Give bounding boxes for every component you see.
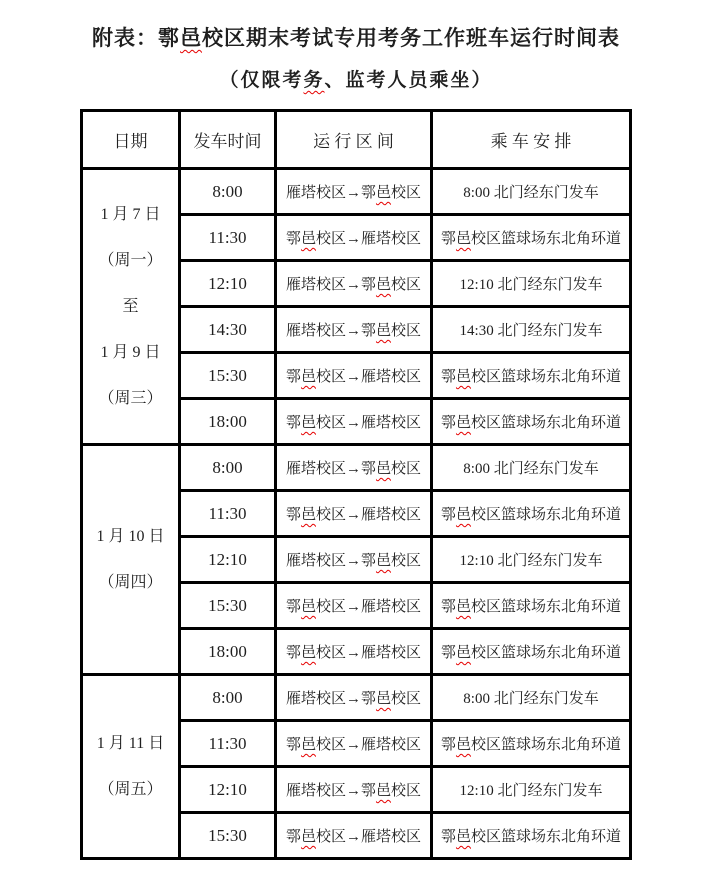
date-line: 1 月 10 日 (96, 527, 165, 545)
col-header-date: 日期 (82, 111, 180, 169)
time-cell: 12:10 (180, 767, 276, 813)
time-cell: 8:00 (180, 445, 276, 491)
schedule-row (82, 675, 631, 721)
time-cell: 14:30 (180, 307, 276, 353)
date-cell-group3 (82, 675, 180, 859)
route-cell: 雁塔校区→鄠邑校区 (276, 169, 432, 215)
arrangement-cell: 鄠邑校区篮球场东北角环道 (432, 629, 631, 675)
route-cell: 鄠邑校区→雁塔校区 (276, 629, 432, 675)
schedule-row (82, 445, 631, 491)
time-cell: 11:30 (180, 491, 276, 537)
arrangement-cell: 鄠邑校区篮球场东北角环道 (432, 399, 631, 445)
time-cell: 11:30 (180, 215, 276, 261)
route-cell: 鄠邑校区→雁塔校区 (276, 583, 432, 629)
time-cell: 15:30 (180, 583, 276, 629)
arrangement-cell: 8:00 北门经东门发车 (432, 445, 631, 491)
date-cell-group1 (82, 169, 180, 445)
time-cell: 8:00 (180, 675, 276, 721)
route-cell: 雁塔校区→鄠邑校区 (276, 537, 432, 583)
time-cell: 11:30 (180, 721, 276, 767)
route-cell: 鄠邑校区→雁塔校区 (276, 353, 432, 399)
time-cell: 12:10 (180, 261, 276, 307)
date-line: （周三） (98, 389, 163, 407)
arrangement-cell: 12:10 北门经东门发车 (432, 537, 631, 583)
date-line: 1 月 11 日 (96, 734, 165, 752)
arrangement-cell: 鄠邑校区篮球场东北角环道 (432, 721, 631, 767)
arrangement-cell: 鄠邑校区篮球场东北角环道 (432, 215, 631, 261)
arrangement-cell: 鄠邑校区篮球场东北角环道 (432, 491, 631, 537)
time-cell: 8:00 (180, 169, 276, 215)
col-header-departure-time: 发车时间 (180, 111, 276, 169)
schedule-table (80, 109, 632, 860)
time-cell: 18:00 (180, 399, 276, 445)
page-subtitle: （仅限考务、监考人员乘坐） (219, 70, 493, 91)
date-line: 至 (122, 297, 139, 315)
col-header-route: 运 行 区 间 (276, 111, 432, 169)
arrangement-cell: 14:30 北门经东门发车 (432, 307, 631, 353)
col-header-arrangement: 乘 车 安 排 (432, 111, 631, 169)
route-cell: 雁塔校区→鄠邑校区 (276, 307, 432, 353)
time-cell: 15:30 (180, 813, 276, 859)
time-cell: 12:10 (180, 537, 276, 583)
route-cell: 鄠邑校区→雁塔校区 (276, 399, 432, 445)
route-cell: 鄠邑校区→雁塔校区 (276, 215, 432, 261)
time-cell: 18:00 (180, 629, 276, 675)
date-line: （周一） (98, 251, 163, 269)
schedule-row (82, 169, 631, 215)
date-line: （周五） (98, 780, 163, 798)
arrangement-cell: 12:10 北门经东门发车 (432, 767, 631, 813)
date-line: 1 月 9 日 (100, 343, 161, 361)
route-cell: 雁塔校区→鄠邑校区 (276, 767, 432, 813)
route-cell: 雁塔校区→鄠邑校区 (276, 445, 432, 491)
route-cell: 鄠邑校区→雁塔校区 (276, 491, 432, 537)
date-line: （周四） (98, 573, 163, 591)
header-row (82, 111, 631, 169)
page-title: 附表：鄠邑校区期末考试专用考务工作班车运行时间表 (92, 26, 620, 50)
arrangement-cell: 鄠邑校区篮球场东北角环道 (432, 813, 631, 859)
route-cell: 鄠邑校区→雁塔校区 (276, 813, 432, 859)
route-cell: 雁塔校区→鄠邑校区 (276, 261, 432, 307)
route-cell: 鄠邑校区→雁塔校区 (276, 721, 432, 767)
arrangement-cell: 鄠邑校区篮球场东北角环道 (432, 583, 631, 629)
route-cell: 雁塔校区→鄠邑校区 (276, 675, 432, 721)
time-cell: 15:30 (180, 353, 276, 399)
arrangement-cell: 鄠邑校区篮球场东北角环道 (432, 353, 631, 399)
arrangement-cell: 12:10 北门经东门发车 (432, 261, 631, 307)
arrangement-cell: 8:00 北门经东门发车 (432, 169, 631, 215)
date-line: 1 月 7 日 (100, 205, 161, 223)
date-cell-group2 (82, 445, 180, 675)
arrangement-cell: 8:00 北门经东门发车 (432, 675, 631, 721)
